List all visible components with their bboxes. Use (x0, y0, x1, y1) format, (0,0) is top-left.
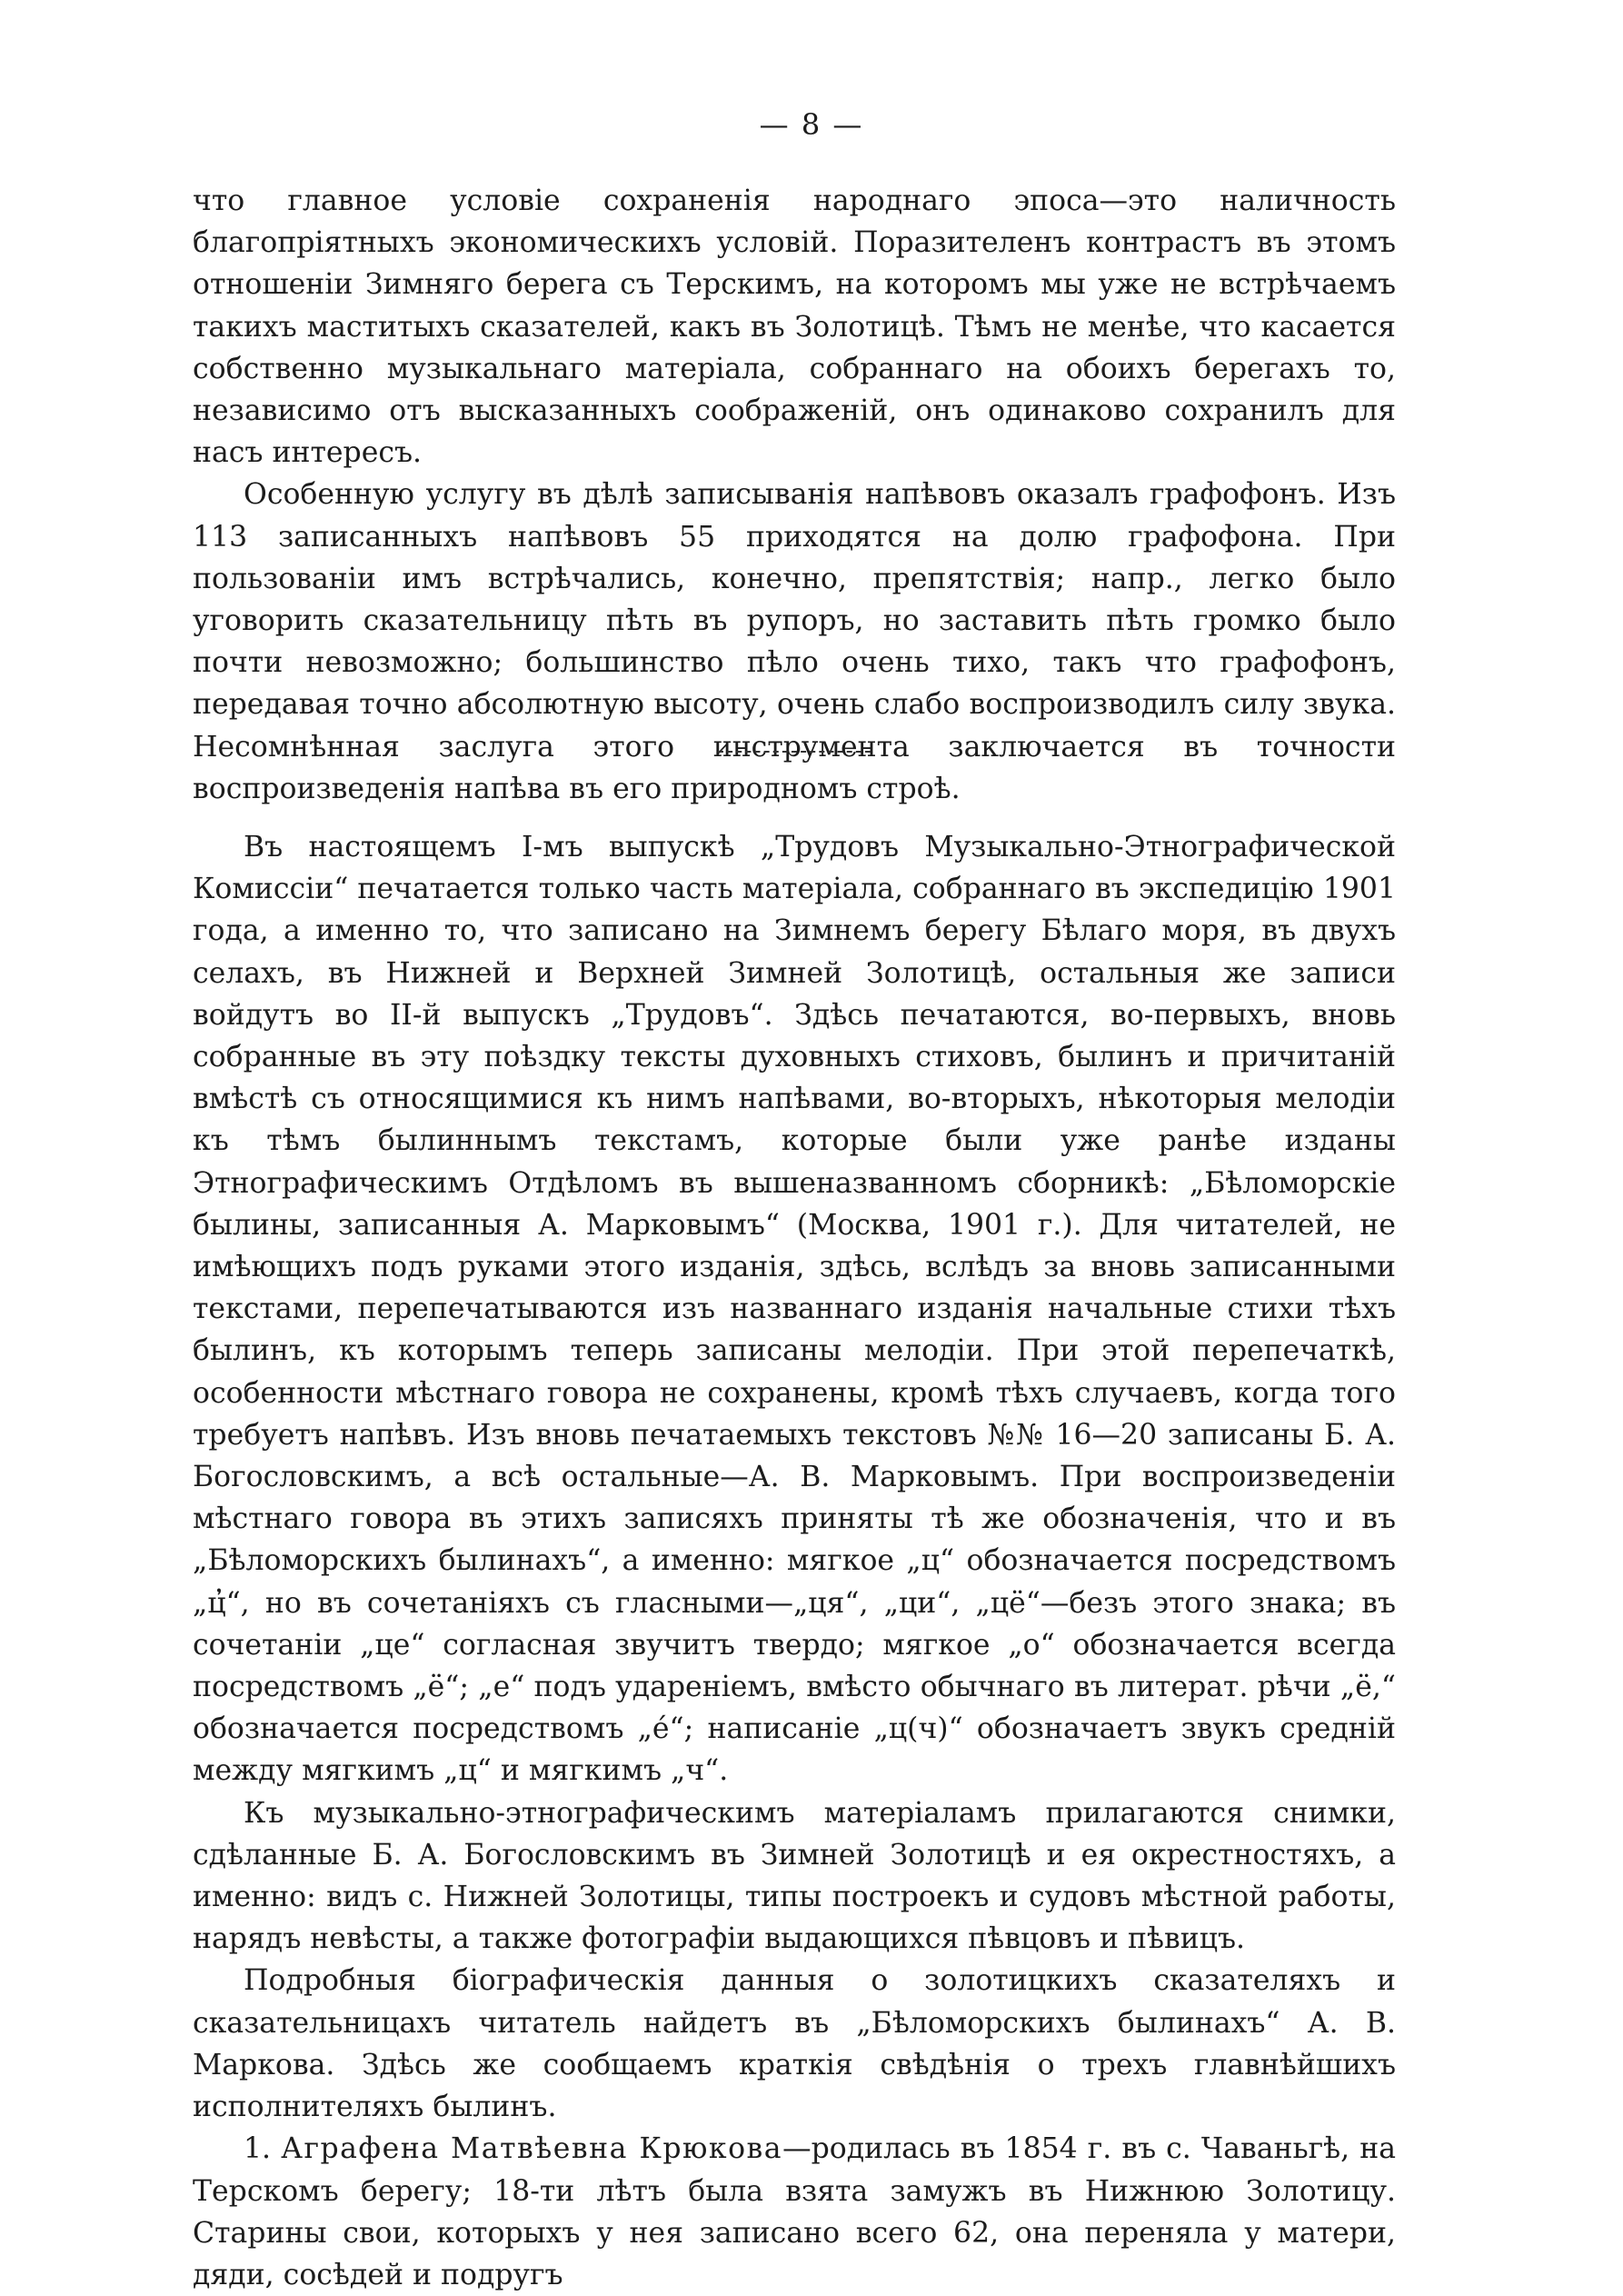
paragraph: Подробныя біографическія данныя о золотицкихъ сказателяхъ и сказательницахъ читатель найдетъ въ „Бѣломорскихъ былинахъ“ А. В. Маркова. Здѣсь же сообщаемъ краткія свѣдѣнія о трехъ главнѣйшихъ исполнителяхъ былинъ. (193, 1964, 1396, 2124)
bio-paragraph (193, 2128, 1396, 2296)
paragraph: Къ музыкально-этнографическимъ матеріаламъ прилагаются снимки, сдѣланные Б. А. Богословскимъ въ Зимней Золотицѣ и ея окрестностяхъ, а именно: видъ с. Нижней Золотицы, типы построекъ и судовъ мѣстной работы, нарядъ невѣсты, а также фотографіи выдающихся пѣвцовъ и пѣвицъ. (193, 1796, 1396, 1956)
text-section-one (193, 180, 1396, 810)
text-section-two (193, 826, 1396, 2296)
bio-number: 1. (244, 2132, 272, 2166)
bio-name: Аграфена Матвѣевна Крюкова (281, 2132, 783, 2166)
bio-text: —родилась въ 1854 г. въ с. Чаваньгѣ, на Терскомъ берегу; 18-ти лѣтъ была взята замужъ въ Нижнюю Золотицу. Старины свои, которыхъ у нея записано всего 62, она переняла у матери, дяди, сосѣдей и подругъ (193, 2132, 1396, 2291)
paragraph: Въ настоящемъ I-мъ выпускѣ „Трудовъ Музыкально-Этнографической Комиссіи“ печатается только часть матеріала, собраннаго въ экспедицію 1901 года, а именно то, что записано на Зимнемъ берегу Бѣлаго моря, въ двухъ селахъ, въ Нижней и Верхней Зимней Золотицѣ, остальныя же записи войдутъ во II-й выпускъ „Трудовъ“. Здѣсь печатаются, во-первыхъ, вновь собранные въ эту поѣздку тексты духовныхъ стиховъ, былинъ и причитаній вмѣстѣ съ относящимися къ нимъ напѣвами, во-вторыхъ, нѣкоторыя мелодіи къ тѣмъ былиннымъ текстамъ, которые были уже ранѣе изданы Этнографическимъ Отдѣломъ въ вышеназванномъ сборникѣ: „Бѣломорскіе былины, записанныя А. Марковымъ“ (Москва, 1901 г.). Для читателей, не имѣющихъ подъ руками этого изданія, здѣсь, вслѣдъ за вновь записанными текстами, перепечатываются изъ названнаго изданія начальные стихи тѣхъ былинъ, къ которымъ теперь записаны мелодіи. При этой перепечаткѣ, особенности мѣстнаго говора не сохранены, кромѣ тѣхъ случаевъ, когда того требуетъ напѣвъ. Изъ вновь печатаемыхъ текстовъ №№ 16—20 записаны Б. А. Богословскимъ, а всѣ остальные—А. В. Марковымъ. При воспроизведеніи мѣстнаго говора въ этихъ записяхъ приняты тѣ же обозначенія, что и въ „Бѣломорскихъ былинахъ“, а именно: мягкое „ц“ обозначается посредствомъ „ц̓“, но въ сочетаніяхъ съ гласными—„ця“, „ци“, „цё“—безъ этого знака; въ сочетаніи „це“ согласная звучитъ твердо; мягкое „о“ обозначается всегда посредствомъ „ё“; „е“ подъ удареніемъ, вмѣсто обычнаго въ литерат. рѣчи „ё,“ обозначается посредствомъ „е́“; написаніе „ц(ч)“ обозначаетъ звукъ средній между мягкимъ „ц“ и мягкимъ „ч“. (193, 831, 1396, 1788)
paragraph: Особенную услугу въ дѣлѣ записыванія напѣвовъ оказалъ графофонъ. Изъ 113 записанныхъ напѣвовъ 55 приходятся на долю графофона. При пользованіи имъ встрѣчались, конечно, препятствія; напр., легко было уговорить сказательницу пѣть въ рупоръ, но заставить пѣть громко было почти невозможно; большинство пѣло очень тихо, такъ что графофонъ, передавая точно абсолютную высоту, очень слабо воспроизводилъ силу звука. Несомнѣнная заслуга этого инструмента заключается въ точности воспроизведенія напѣва въ его природномъ строѣ. (193, 478, 1396, 805)
paragraph: что главное условіе сохраненія народнаго эпоса—это наличность благопріятныхъ экономическихъ условій. Поразителенъ контрастъ въ этомъ отношеніи Зимняго берега съ Терскимъ, на которомъ мы уже не встрѣчаемъ такихъ маститыхъ сказателей, какъ въ Золотицѣ. Тѣмъ не менѣе, что касается собственно музыкальнаго матеріала, собраннаго на обоихъ берегахъ то, независимо отъ высказанныхъ соображеній, онъ одинаково сохранилъ для насъ интересъ. (193, 185, 1396, 470)
section-separator (718, 751, 871, 753)
page-number: — 8 — (759, 107, 864, 142)
